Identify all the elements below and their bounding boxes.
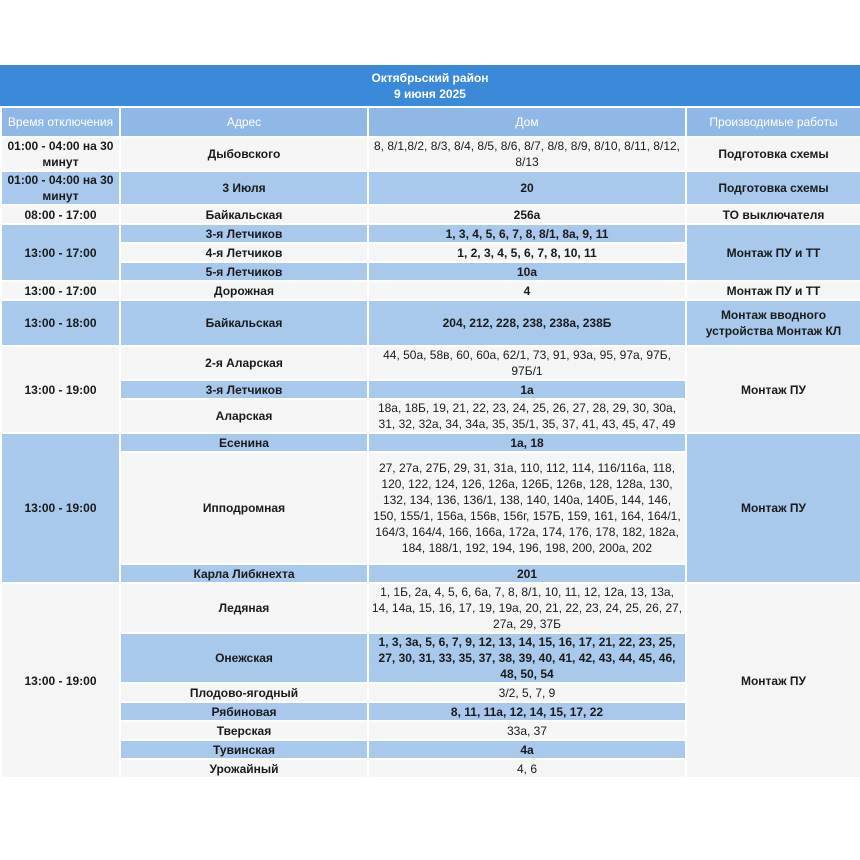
street-cell: Ипподромная xyxy=(120,452,368,564)
houses-cell: 201 xyxy=(368,564,686,583)
table-row xyxy=(1,171,860,205)
street-cell: Есенина xyxy=(120,433,368,452)
street-cell: Плодово-ягодный xyxy=(120,683,368,702)
table-row xyxy=(1,281,860,300)
street-cell: 4-я Летчиков xyxy=(120,243,368,262)
street-cell: 2-я Аларская xyxy=(120,346,368,380)
table-banner xyxy=(0,65,860,106)
street-cell: Урожайный xyxy=(120,759,368,778)
street-cell: Аларская xyxy=(120,399,368,433)
header-row xyxy=(1,107,860,137)
houses-cell: 1а, 18 xyxy=(368,433,686,452)
houses-cell: 1, 3, 4, 5, 6, 7, 8, 8/1, 8а, 9, 11 xyxy=(368,224,686,243)
work-cell: Монтаж ПУ xyxy=(686,346,860,433)
time-cell: 13:00 - 19:00 xyxy=(1,583,120,778)
street-cell: Рябиновая xyxy=(120,702,368,721)
col-time: Время отключения xyxy=(1,107,120,137)
work-cell: Монтаж ПУ xyxy=(686,433,860,583)
houses-cell: 33а, 37 xyxy=(368,721,686,740)
time-cell: 08:00 - 17:00 xyxy=(1,205,120,224)
street-cell: Байкальская xyxy=(120,300,368,346)
work-cell: Подготовка схемы xyxy=(686,171,860,205)
street-cell: Байкальская xyxy=(120,205,368,224)
houses-cell: 4а xyxy=(368,740,686,759)
houses-cell: 4 xyxy=(368,281,686,300)
houses-cell: 44, 50а, 58в, 60, 60а, 62/1, 73, 91, 93а, 95, 97а, 97Б, 97Б/1 xyxy=(368,346,686,380)
col-work: Производимые работы xyxy=(686,107,860,137)
houses-cell: 1а xyxy=(368,380,686,399)
time-cell: 13:00 - 17:00 xyxy=(1,224,120,281)
houses-cell: 27, 27а, 27Б, 29, 31, 31а, 110, 112, 114, 116/116а, 118, 120, 122, 124, 126, 126а, 126Б, 126в, 128, 128а, 130, 132, 134, 136, 136/1, 138, 140, 140а, 140Б, 144, 146, 150, 155/1, 156а, 156в, 156г, 157Б, 159, 161, 164, 164/1, 164/3, 164/4, 166, 166а, 172а, 174, 176, 178, 182, 182а, 184, 188/1, 192, 194, 196, 198, 200, 200а, 202 xyxy=(368,452,686,564)
table-row xyxy=(1,346,860,380)
street-cell: Карла Либкнехта xyxy=(120,564,368,583)
houses-cell: 4, 6 xyxy=(368,759,686,778)
street-cell: Дыбовского xyxy=(120,137,368,171)
time-cell: 01:00 - 04:00 на 30 минут xyxy=(1,137,120,171)
work-cell: ТО выключателя xyxy=(686,205,860,224)
houses-cell: 1, 1Б, 2а, 4, 5, 6, 6а, 7, 8, 8/1, 10, 11, 12, 12а, 13, 13а, 14, 14а, 15, 16, 17, 19, 19а, 20, 21, 22, 23, 24, 25, 26, 27, 27а, 29, 37Б xyxy=(368,583,686,633)
street-cell: Онежская xyxy=(120,633,368,683)
houses-cell: 20 xyxy=(368,171,686,205)
time-cell: 13:00 - 17:00 xyxy=(1,281,120,300)
work-cell: Монтаж ПУ xyxy=(686,583,860,778)
table-row xyxy=(1,224,860,243)
street-cell: Ледяная xyxy=(120,583,368,633)
schedule-date: 9 июня 2025 xyxy=(394,87,466,101)
time-cell: 01:00 - 04:00 на 30 минут xyxy=(1,171,120,205)
houses-cell: 1, 2, 3, 4, 5, 6, 7, 8, 10, 11 xyxy=(368,243,686,262)
work-cell: Монтаж ПУ и ТТ xyxy=(686,281,860,300)
time-cell: 13:00 - 18:00 xyxy=(1,300,120,346)
schedule-table xyxy=(0,106,860,779)
houses-cell: 204, 212, 228, 238, 238а, 238Б xyxy=(368,300,686,346)
street-cell: Дорожная xyxy=(120,281,368,300)
houses-cell: 8, 11, 11а, 12, 14, 15, 17, 22 xyxy=(368,702,686,721)
houses-cell: 8, 8/1,8/2, 8/3, 8/4, 8/5, 8/6, 8/7, 8/8, 8/9, 8/10, 8/11, 8/12, 8/13 xyxy=(368,137,686,171)
district-title: Октябрьский район xyxy=(371,71,489,85)
table-row xyxy=(1,137,860,171)
time-cell: 13:00 - 19:00 xyxy=(1,346,120,433)
table-row xyxy=(1,583,860,633)
work-cell: Монтаж ПУ и ТТ xyxy=(686,224,860,281)
street-cell: 3-я Летчиков xyxy=(120,380,368,399)
work-cell: Монтаж вводного устройства Монтаж КЛ xyxy=(686,300,860,346)
table-row xyxy=(1,300,860,346)
work-cell: Подготовка схемы xyxy=(686,137,860,171)
houses-cell: 18а, 18Б, 19, 21, 22, 23, 24, 25, 26, 27, 28, 29, 30, 30а, 31, 32, 32а, 34, 34а, 35, 35/1, 35, 37, 41, 43, 45, 47, 49 xyxy=(368,399,686,433)
table-row xyxy=(1,205,860,224)
col-house: Дом xyxy=(368,107,686,137)
street-cell: Тувинская xyxy=(120,740,368,759)
houses-cell: 3/2, 5, 7, 9 xyxy=(368,683,686,702)
houses-cell: 1, 3, 3а, 5, 6, 7, 9, 12, 13, 14, 15, 16, 17, 21, 22, 23, 25, 27, 30, 31, 33, 35, 37, 38, 39, 40, 41, 42, 43, 44, 45, 46, 48, 50, 54 xyxy=(368,633,686,683)
outage-schedule xyxy=(0,65,860,779)
street-cell: 3-я Летчиков xyxy=(120,224,368,243)
col-address: Адрес xyxy=(120,107,368,137)
houses-cell: 10а xyxy=(368,262,686,281)
street-cell: Тверская xyxy=(120,721,368,740)
street-cell: 5-я Летчиков xyxy=(120,262,368,281)
street-cell: 3 Июля xyxy=(120,171,368,205)
time-cell: 13:00 - 19:00 xyxy=(1,433,120,583)
table-row xyxy=(1,433,860,452)
houses-cell: 256а xyxy=(368,205,686,224)
